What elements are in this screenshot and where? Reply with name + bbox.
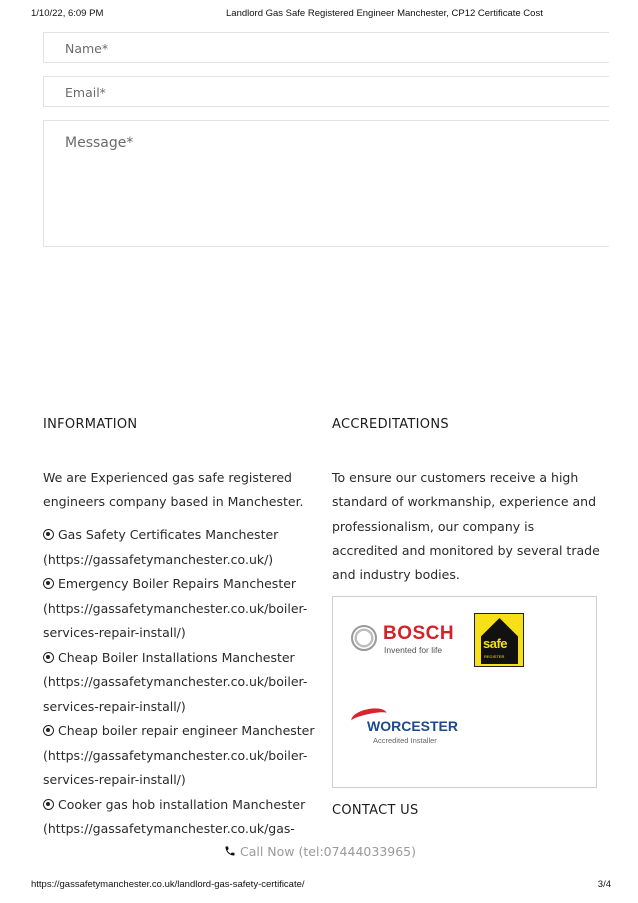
information-intro: We are Experienced gas safe registered engineers company based in Manchester. [43,470,304,510]
radio-bullet-icon [43,652,54,663]
phone-icon [224,845,236,857]
worcester-logo [351,709,456,747]
accreditations-text: To ensure our customers receive a high standard of workmanship, experience and professionalism, our company is accredited and monitored by several trade and industry bodies. [332,470,600,583]
email-placeholder: Email* [65,85,106,100]
message-placeholder: Message* [65,135,134,151]
call-now-text[interactable]: Call Now (tel:07444033965) [240,844,417,859]
link-text[interactable]: Cheap boiler repair engineer Manchester (https://gassafetymanchester.co.uk/boiler-services-repair-install/) [43,723,315,787]
print-header [0,8,638,22]
information-heading: INFORMATION [43,417,138,432]
gas-safe-logo [474,613,524,667]
list-item[interactable] [43,646,318,720]
radio-bullet-icon [43,725,54,736]
worcester-wordmark: WORCESTER [367,718,458,734]
print-date: 1/10/22, 6:09 PM [31,8,104,19]
radio-bullet-icon [43,578,54,589]
list-item[interactable] [43,523,318,572]
link-text[interactable]: Cheap Boiler Installations Manchester (https://gassafetymanchester.co.uk/boiler-services-repair-install/) [43,649,308,714]
link-text[interactable]: Cooker gas hob installation Manchester (https://gassafetymanchester.co.uk/gas- [43,796,306,836]
bosch-tagline: Invented for life [384,645,443,655]
list-item[interactable] [43,793,318,842]
gas-safe-register: REGISTER [484,654,505,659]
print-url: https://gassafetymanchester.co.uk/landlord-gas-safety-certificate/ [31,879,305,890]
link-text[interactable]: Emergency Boiler Repairs Manchester (https://gassafetymanchester.co.uk/boiler-services-repair-install/) [43,576,308,640]
bosch-wordmark: BOSCH [383,623,455,644]
email-field[interactable] [43,76,609,107]
page-number: 3/4 [597,879,611,890]
radio-bullet-icon [43,529,54,540]
print-title: Landlord Gas Safe Registered Engineer Manchester, CP12 Certificate Cost [226,8,543,19]
bosch-armature-icon [351,625,377,651]
list-item[interactable] [43,572,318,646]
print-footer [0,879,638,893]
bosch-logo [351,622,461,662]
accreditations-heading: ACCREDITATIONS [332,417,449,432]
radio-bullet-icon [43,799,54,810]
information-link-list [43,523,318,842]
name-placeholder: Name* [65,41,109,56]
list-item[interactable] [43,719,318,793]
gas-safe-wordmark: safe [483,636,508,651]
name-field[interactable] [43,32,609,63]
contact-heading: CONTACT US [332,803,419,818]
link-text[interactable]: Gas Safety Certificates Manchester (https://gassafetymanchester.co.uk/) [43,527,279,567]
accreditation-logos [332,596,597,788]
message-field[interactable] [43,120,609,247]
worcester-tagline: Accredited Installer [373,736,437,745]
call-now-link[interactable] [224,844,416,859]
